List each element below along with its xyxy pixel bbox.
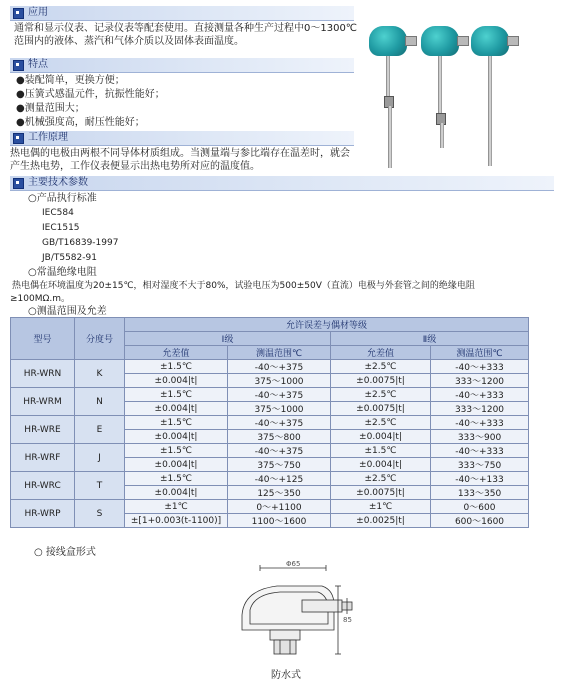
cell-value: 375～750 bbox=[228, 458, 331, 472]
product-image bbox=[365, 18, 550, 178]
cell-value: ±0.004|t| bbox=[331, 458, 431, 472]
cell-value: -40～+375 bbox=[228, 416, 331, 430]
junction-box-caption: 防水式 bbox=[271, 670, 301, 681]
section-header-features bbox=[10, 58, 354, 73]
header-tolerance: 允差值 bbox=[125, 346, 228, 360]
header-class2: Ⅱ级 bbox=[331, 332, 529, 346]
table-row bbox=[11, 388, 529, 402]
section-title: 主要技术参数 bbox=[28, 177, 88, 188]
cable-gland bbox=[405, 36, 417, 46]
application-line-1: 通常和显示仪表、记录仪表等配套使用。直接测量各种生产过程中0～1300℃ bbox=[14, 23, 358, 34]
header-range: 测温范围℃ bbox=[228, 346, 331, 360]
section-title: 工作原理 bbox=[28, 132, 68, 143]
section-header-application bbox=[10, 6, 354, 21]
standard-item: GB/T16839-1997 bbox=[42, 238, 119, 248]
section-header-params bbox=[10, 176, 554, 191]
cell-grade: E bbox=[75, 416, 125, 444]
dimension-top: Φ65 bbox=[286, 560, 301, 568]
feature-item: ●机械强度高，耐压性能好； bbox=[16, 117, 145, 128]
cell-model: HR-WRF bbox=[11, 444, 75, 472]
cell-grade: K bbox=[75, 360, 125, 388]
cell-value: ±0.004|t| bbox=[125, 430, 228, 444]
cell-value: 375～1000 bbox=[228, 402, 331, 416]
probe-stem bbox=[488, 56, 492, 166]
section-icon bbox=[13, 178, 24, 189]
insulation-line-1: 热电偶在环境温度为20±15℃，相对湿度不大于80%，试验电压为500±50V（直流）电极与外套管之间的绝缘电阻 bbox=[12, 281, 475, 291]
probe-stem bbox=[388, 106, 392, 168]
section-title: 应用 bbox=[28, 7, 48, 18]
cell-grade: T bbox=[75, 472, 125, 500]
cell-value: ±0.004|t| bbox=[125, 402, 228, 416]
application-line-2: 范围内的液体、蒸汽和气体介质以及固体表面温度。 bbox=[14, 36, 244, 47]
header-tolerance-group: 允许误差与偶材等级 bbox=[125, 318, 529, 332]
section-header-principle bbox=[10, 131, 354, 146]
dimension-side: 85 bbox=[343, 616, 352, 624]
cell-value: -40～+333 bbox=[431, 360, 529, 374]
cell-model: HR-WRM bbox=[11, 388, 75, 416]
table-row bbox=[11, 416, 529, 430]
cell-value: ±0.0025|t| bbox=[331, 514, 431, 528]
cell-value: ±1.5℃ bbox=[125, 444, 228, 458]
cell-value: ±0.0075|t| bbox=[331, 374, 431, 388]
cable-gland bbox=[457, 36, 469, 46]
section-icon bbox=[13, 60, 24, 71]
cell-value: 125～350 bbox=[228, 486, 331, 500]
cell-value: ±1.5℃ bbox=[125, 360, 228, 374]
principle-line-2: 产生热电势，工作仪表便显示出热电势所对应的温度值。 bbox=[10, 161, 260, 172]
cell-value: ±[1+0.003(t-1100)] bbox=[125, 514, 228, 528]
cell-value: -40～+375 bbox=[228, 360, 331, 374]
junction-box-label: ○ 接线盒形式 bbox=[34, 547, 96, 558]
feature-item: ●装配简单，更换方便； bbox=[16, 75, 125, 86]
tolerance-table bbox=[10, 317, 529, 528]
header-grade: 分度号 bbox=[75, 318, 125, 360]
cell-value: ±1.5℃ bbox=[125, 416, 228, 430]
standard-item: IEC584 bbox=[42, 208, 74, 218]
section-icon bbox=[13, 133, 24, 144]
cell-value: ±0.004|t| bbox=[125, 458, 228, 472]
cell-value: ±2.5℃ bbox=[331, 416, 431, 430]
table-row bbox=[11, 360, 529, 374]
cell-value: ±0.004|t| bbox=[331, 430, 431, 444]
feature-item: ●测量范围大； bbox=[16, 103, 85, 114]
cell-model: HR-WRN bbox=[11, 360, 75, 388]
section-title: 特点 bbox=[28, 59, 48, 70]
cell-value: 375～1000 bbox=[228, 374, 331, 388]
header-range: 测温范围℃ bbox=[431, 346, 529, 360]
probe-head bbox=[421, 26, 459, 56]
probe-head bbox=[471, 26, 509, 56]
cell-value: 133～350 bbox=[431, 486, 529, 500]
cell-value: -40～+333 bbox=[431, 388, 529, 402]
cell-value: ±0.004|t| bbox=[125, 486, 228, 500]
header-tolerance: 允差值 bbox=[331, 346, 431, 360]
cell-value: 333～1200 bbox=[431, 402, 529, 416]
cell-model: HR-WRE bbox=[11, 416, 75, 444]
cell-value: 333～900 bbox=[431, 430, 529, 444]
junction-box-svg bbox=[222, 560, 362, 668]
cell-value: ±1.5℃ bbox=[331, 444, 431, 458]
cell-value: 0～600 bbox=[431, 500, 529, 514]
cell-value: 333～750 bbox=[431, 458, 529, 472]
cell-value: ±2.5℃ bbox=[331, 472, 431, 486]
header-class1: Ⅰ级 bbox=[125, 332, 331, 346]
cell-value: -40～+375 bbox=[228, 388, 331, 402]
standard-item: JB/T5582-91 bbox=[42, 253, 97, 263]
range-label: ○测温范围及允差 bbox=[28, 306, 107, 317]
table-row bbox=[11, 472, 529, 486]
cell-value: ±0.0075|t| bbox=[331, 402, 431, 416]
cell-value: -40～+375 bbox=[228, 444, 331, 458]
cell-value: -40～+133 bbox=[431, 472, 529, 486]
cell-value: ±1℃ bbox=[125, 500, 228, 514]
cell-value: 600～1600 bbox=[431, 514, 529, 528]
cell-value: ±1.5℃ bbox=[125, 472, 228, 486]
insulation-line-2: ≥100MΩ.m。 bbox=[10, 294, 70, 304]
principle-line-1: 热电偶的电极由两根不同导体材质组成。当测量端与参比端存在温差时，就会 bbox=[10, 148, 350, 159]
cell-value: -40～+125 bbox=[228, 472, 331, 486]
cell-value: -40～+333 bbox=[431, 444, 529, 458]
insulation-label: ○常温绝缘电阻 bbox=[28, 267, 97, 278]
cell-value: 375～800 bbox=[228, 430, 331, 444]
probe-stem bbox=[440, 123, 444, 148]
cell-value: ±1℃ bbox=[331, 500, 431, 514]
header-model: 型号 bbox=[11, 318, 75, 360]
cell-value: 1100～1600 bbox=[228, 514, 331, 528]
cell-value: ±1.5℃ bbox=[125, 388, 228, 402]
cell-value: 0～+1100 bbox=[228, 500, 331, 514]
feature-item: ●压簧式感温元件，抗振性能好； bbox=[16, 89, 165, 100]
cell-grade: J bbox=[75, 444, 125, 472]
table-row bbox=[11, 444, 529, 458]
cell-model: HR-WRP bbox=[11, 500, 75, 528]
probe-head bbox=[369, 26, 407, 56]
cell-value: 333～1200 bbox=[431, 374, 529, 388]
cell-value: ±2.5℃ bbox=[331, 360, 431, 374]
standards-label: ○产品执行标准 bbox=[28, 193, 97, 204]
cell-value: ±2.5℃ bbox=[331, 388, 431, 402]
cell-value: ±0.0075|t| bbox=[331, 486, 431, 500]
junction-box-drawing bbox=[222, 560, 362, 668]
section-icon bbox=[13, 8, 24, 19]
table-row bbox=[11, 500, 529, 514]
cell-grade: N bbox=[75, 388, 125, 416]
cell-grade: S bbox=[75, 500, 125, 528]
probe-stem bbox=[386, 56, 390, 96]
standard-item: IEC1515 bbox=[42, 223, 80, 233]
probe-stem bbox=[438, 56, 442, 114]
cable-gland bbox=[507, 36, 519, 46]
cell-value: ±0.004|t| bbox=[125, 374, 228, 388]
cell-model: HR-WRC bbox=[11, 472, 75, 500]
cell-value: -40～+333 bbox=[431, 416, 529, 430]
